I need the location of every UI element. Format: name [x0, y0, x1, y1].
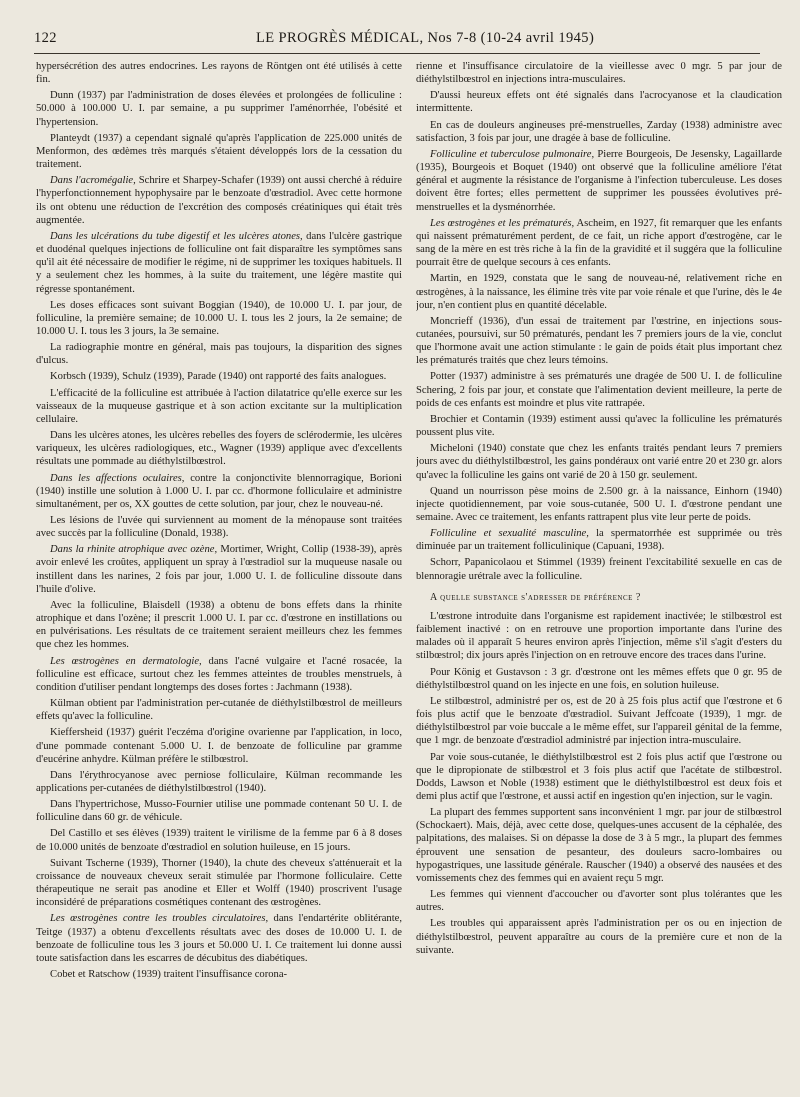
paragraph-text: Brochier et Contamin (1939) estiment aussi qu'avec la folliculine les prématurés poussent plus vite. — [416, 413, 782, 439]
paragraph-text: Suivant Tscherne (1939), Thorner (1940), la chute des cheveux s'atténuerait et la croissance de nouveaux cheveux serait stimulée par l'hormone folliculaire. Cette thérapeutique ne serait pas anodine et Eller et Wolff (1940) proscrivent l'usage inconsidéré de préparations cosmétiques contenant des œstrogènes. — [36, 857, 402, 909]
paragraph — [36, 370, 402, 383]
paragraph-text: dans l'endartérite oblitérante, Teitge (1937) a obtenu d'excellents résultats avec des doses de 10.000 U. I. de benzoate de folliculine tous les 3 jours et 50.000 U. I. Ce traitement lui donne aussi toute satisfaction dans les escarres de décubitus des diabétiques. — [36, 913, 402, 964]
paragraph-text: Par voie sous-cutanée, le diéthylstilbœstrol est 2 fois plus actif que l'œstrone ou que le dipropionate de stilbœstrol et 3 fois plus actif que l'acétate de stilbœstrol. Dodds, Lawson et Noble (1938) estiment que le diéthylstilbœstrol est deux fois et demi plus actif que l'œstrone, et aussi actif en ingestion qu'en injection, sur le vagin. — [416, 751, 782, 802]
paragraph — [36, 798, 402, 824]
paragraph — [36, 387, 402, 426]
paragraph — [36, 912, 402, 965]
paragraph-lead: Les œstrogènes contre les troubles circulatoires, — [50, 913, 269, 925]
paragraph — [416, 370, 782, 409]
paragraph-text: Les lésions de l'uvée qui surviennent au moment de la ménopause sont traitées avec succès par la folliculine (Donald, 1938). — [36, 515, 402, 540]
paragraph — [416, 413, 782, 439]
paragraph-text: Külman obtient par l'administration per-cutanée de diéthylstilbœstrol de meilleurs effets qu'avec la folliculine. — [36, 698, 402, 723]
paragraph — [36, 726, 402, 765]
paragraph — [416, 119, 782, 145]
header-rule — [34, 53, 760, 54]
page-number: 122 — [34, 30, 57, 46]
paragraph — [36, 655, 402, 694]
paragraph-text: Schrire et Sharpey-Schafer (1939) ont aussi cherché à réduire l'hyperfonctionnement hypophysaire par le benzoate d'œstradiol. Avec cette hormone ils ont obtenu une réduction de l'excrétion des composés créatiniques qui était très augmentée. — [36, 175, 402, 226]
paragraph-text: Korbsch (1939), Schulz (1939), Parade (1940) ont rapporté des faits analogues. — [50, 371, 387, 383]
paragraph-text: L'efficacité de la folliculine est attribuée à l'action dilatatrice qu'elle exerce sur les vaisseaux de la muqueuse gastrique et à son action excitante sur la multiplication cellulaire. — [36, 387, 402, 425]
paragraph-text: L'œstrone introduite dans l'organisme est rapidement inactivée; le stilbœstrol est faiblement inactivé : on en retrouve une proportion importante dans l'urine des malades où il apparaît 5 heures environ après l'injection, même s'il s'agit d'esters du stilbœstrol; dix jours après l'injection on en retrouve encore des traces dans l'urine. — [416, 610, 782, 662]
paragraph — [36, 429, 402, 468]
paragraph-text: contre la conjonctivite blennorragique, Borioni (1940) instille une solution à 1.000 U. I. par cc. d'hormone folliculaire et administre simultanément, per os, XX gouttes de cette solution, par jour, chez le nouveau-né. — [36, 472, 402, 510]
paragraph — [36, 341, 402, 367]
paragraph-lead: Les œstrogènes et les prématurés, — [430, 217, 575, 229]
paragraph — [416, 695, 782, 748]
paragraph — [36, 472, 402, 511]
paragraph-text: la spermatorrhée est supprimée ou très diminuée par un traitement folliculinique (Capuani, 1938). — [416, 528, 782, 553]
paragraph-text: La radiographie montre en général, mais pas toujours, la disparition des signes d'ulcus. — [36, 342, 402, 367]
paragraph-text: Moncrieff (1936), d'un essai de traitement par l'œstrine, en injections sous-cutanées, poursuivi, sur 50 prématurés, pendant les 7 premiers jours de la vie, conclut que l'hormone avait une action stimulante : le gain de poids était plus important chez les prématurés traités que chez leurs témoins. — [416, 315, 782, 367]
paragraph — [36, 174, 402, 227]
paragraph-text: Kieffersheid (1937) guérit l'eczéma d'origine ovarienne par l'application, in loco, d'une pommade contenant 5.000 U. I. de benzoate de folliculine par gramme d'eucérine anhydre. Külman préfère le stilbœstrol. — [36, 727, 402, 765]
paragraph-text: Dans l'hypertrichose, Musso-Fournier utilise une pommade contenant 50 U. I. de folliculine dans 60 gr. de véhicule. — [36, 799, 402, 824]
paragraph-text: Mortimer, Wright, Collip (1938-39), après avoir enlevé les croûtes, appliquent un spray à l'œstradiol sur la muqueuse nasale ou instillent dans les narines, 2 fois par jour, 1.000 U. I. de folliculine dissoute dans l'huile d'olive. — [36, 544, 402, 595]
paragraph — [416, 442, 782, 481]
paragraph — [416, 917, 782, 956]
paragraph-lead: Dans la rhinite atrophique avec ozène, — [50, 544, 218, 556]
paragraph — [36, 230, 402, 296]
paragraph-text: Pierre Bourgeois, De Jesensky, Lagaillarde (1935), Bourgeois et Boquet (1940) ont observé que la folliculine améliore l'état général et augmente la résistance de l'organisme à l'infection tuberculeuse. Les doses doivent être fortes; elles permettent de supprimer les poussées évolutives pré-menstruelles et la dysménorrhée. — [416, 148, 782, 213]
paragraph-text: Martin, en 1929, constata que le sang de nouveau-né, relativement riche en œstrogènes, à la naissance, les élimine très vite par voie rénale et que l'urine, dès le 4e jour, n'en contient plus en quantité décelable. — [416, 273, 782, 311]
left-column — [36, 60, 402, 1090]
paragraph — [416, 666, 782, 692]
paragraph-text: Ascheim, en 1927, fit remarquer que les enfants qui naissent prématurément perdent, de ce fait, un riche apport d'œstrogène, car le sang de la mère en est très riche à la fin de la gravidité et il suggéra que la folliculine pourrait être de quelque secours à ces enfants. — [416, 217, 782, 269]
paragraph — [416, 217, 782, 270]
paragraph — [416, 148, 782, 214]
paragraph — [36, 299, 402, 338]
paragraph-text: Avec la folliculine, Blaisdell (1938) a obtenu de bons effets dans la rhinite atrophique et dans l'ozène; il prescrit 1.000 U. I. par cc. d'œstrone en instillations ou en pulvérisations. Les résultats de ce traitement seraient meilleurs chez les femmes que chez les hommes. — [36, 599, 402, 651]
paragraph — [36, 514, 402, 540]
page-header — [34, 30, 760, 52]
paragraph — [36, 60, 402, 86]
paragraph — [416, 888, 782, 914]
paragraph-text: Dans l'érythrocyanose avec perniose folliculaire, Külman recommande les applications per-cutanées de diéthylstilbœstrol (1940). — [36, 769, 402, 794]
paragraph-lead: Dans l'acromégalie, — [50, 175, 136, 187]
paragraph-lead: Dans les ulcérations du tube digestif et les ulcères atones, — [50, 230, 303, 242]
paragraph-text: Planteydt (1937) a cependant signalé qu'après l'application de 225.000 unités de Menformon, des œdèmes très marqués s'étaient développés lors de la cessation du traitement. — [36, 132, 402, 171]
right-column — [416, 60, 782, 1090]
paragraph — [36, 599, 402, 652]
paragraph — [416, 751, 782, 804]
running-title: LE PROGRÈS MÉDICAL, Nos 7-8 (10-24 avril 1945) — [256, 30, 595, 46]
paragraph-text: rienne et l'insuffisance circulatoire de la vieillesse avec 0 mgr. 5 par jour de diéthylstilbœstrol en injections intra-musculaires. — [416, 61, 782, 86]
paragraph — [36, 697, 402, 723]
paragraph-text: Les doses efficaces sont suivant Boggian (1940), de 10.000 U. I. par jour, de folliculine, la première semaine; de 10.000 U. I. tous les 2 jours, la 2e semaine; de 10.000 U. I. tous les 3 jours, la 3e semaine. — [36, 299, 402, 337]
paragraph-text: Micheloni (1940) constate que chez les enfants traités pendant leurs 7 premiers jours avec du diéthylstilbœstrol, les gains pondéraux ont varié entre 20 et 230 gr. alors qu'avec la folliculine les gains ont varié de 20 à 150 gr. seulement. — [416, 443, 782, 481]
paragraph-lead: Les œstrogènes en dermatologie, — [50, 655, 202, 667]
paragraph — [36, 543, 402, 596]
paragraph-text: Schorr, Papanicolaou et Stimmel (1939) freinent l'excitabilité sexuelle en cas de blennoragie urétrale avec la folliculine. — [416, 557, 782, 582]
paragraph-text: Dans les ulcères atones, les ulcères rebelles des foyers de sclérodermie, les ulcères variqueux, les ulcères radiologiques, etc., Wagner (1939) applique avec d'excellents résultats une pommade au diéthylstilbœstrol. — [36, 430, 402, 468]
paragraph-text: Les femmes qui viennent d'accoucher ou d'avorter sont plus tolérantes que les autres. — [416, 889, 782, 914]
paragraph-text: Pour König et Gustavson : 3 gr. d'œstrone ont les mêmes effets que 0 gr. 95 de diéthylstilbœstrol quand on les injecte en une fois, en solution huileuse. — [416, 666, 782, 691]
paragraph-lead: Folliculine et tuberculose pulmonaire, — [430, 148, 595, 160]
paragraph — [416, 315, 782, 368]
paragraph — [36, 827, 402, 853]
paragraph-text: Cobet et Ratschow (1939) traitent l'insuffisance corona- — [50, 969, 288, 980]
paragraph-text: hypersécrétion des autres endocrines. Les rayons de Röntgen ont été utilisés à cette fin. — [36, 61, 402, 86]
paragraph — [416, 610, 782, 663]
paragraph — [36, 769, 402, 795]
paragraph — [36, 968, 402, 981]
paragraph-text: Del Castillo et ses élèves (1939) traitent le virilisme de la femme par 6 à 8 doses de 10.000 unités de benzoate d'œstradiol en solution huileuse, en 15 jours. — [36, 828, 402, 853]
paragraph-text: Le stilbœstrol, administré per os, est de 20 à 25 fois plus actif que l'œstrone et 6 fois plus actif que le benzoate d'œstradiol. Suivant Jeffcoate (1939), 1 mgr. de diéthylstilbœstrol par voie buccale a le même effet, sur l'appareil génital de la femme, que 1 mgr. de benzoate d'œstradiol administré par injection intra-musculaire. — [416, 695, 782, 747]
paragraph — [416, 60, 782, 86]
paragraph-text: Les troubles qui apparaissent après l'administration per os ou en injection de diéthylstilbœstrol, peuvent apparaître au cours de la première cure et non de la suivante. — [416, 918, 782, 956]
section-heading: A quelle substance s'adresser de préférence ? — [430, 591, 641, 603]
paragraph-text: D'aussi heureux effets ont été signalés dans l'acrocyanose et la claudication intermittente. — [416, 90, 782, 115]
paragraph-text: Quand un nourrisson pèse moins de 2.500 gr. à la naissance, Einhorn (1940) injecte quotidiennement, par voie sous-cutanée, 500 U. I. d'œstrone pendant une semaine. Avec ce traitement, les enfants rattrapent plus vite leur perte de poids. — [416, 485, 782, 523]
paragraph-text: La plupart des femmes supportent sans inconvénient 1 mgr. par jour de stilbœstrol (Schockaert). Mais, déjà, avec cette dose, quelques-unes accusent de la céphalée, des palpitations, des malaises. Si on dépasse la dose de 3 à 5 mgr., la plupart des femmes éprouvent une sensation de pesanteur, des douleurs sacro-lombaires ou hypogastriques, une lassitude générale. Rauscher (1940) a observé des nausées et des vomissements chez des femmes qui en avaient reçu 5 mgr. — [416, 807, 782, 884]
paragraph-text: En cas de douleurs angineuses pré-menstruelles, Zarday (1938) administre avec satisfaction, 3 fois par jour, une dragée à base de folliculine. — [416, 119, 782, 144]
paragraph — [416, 527, 782, 553]
paragraph — [36, 89, 402, 128]
paragraph — [416, 89, 782, 115]
paragraph — [416, 485, 782, 524]
paragraph-text: Potter (1937) administre à ses prématurés une dragée de 500 U. I. de folliculine Schering, 2 fois par jour, et constate que l'alimentation devient meilleure, la perte de poids de ces enfants est moindre et plus vite rattrapée. — [416, 371, 782, 409]
paragraph — [36, 132, 402, 171]
paragraph-lead: Dans les affections oculaires, — [50, 472, 185, 484]
paragraph-text: Dunn (1937) par l'administration de doses élevées et prolongées de folliculine : 50.000 à 100.000 U. I. par semaine, a pu supprimer l'aménorrhée, l'obésité et l'hypertension. — [36, 90, 402, 128]
paragraph — [36, 857, 402, 910]
paragraph-lead: Folliculine et sexualité masculine, — [430, 528, 589, 540]
paragraph — [416, 806, 782, 885]
paragraph-text: dans l'ulcère gastrique et duodénal quelques injections de folliculine ont fait disparaître les symptômes sans qu'il ait été nécessaire de modifier le régime, ni de supprimer les toxiques habituels. Il y a seulement chez les hommes, à la suite du traitement, une légère mastite qui régresse spontanément. — [36, 230, 402, 295]
paragraph — [416, 556, 782, 582]
paragraph-text: dans l'acné vulgaire et l'acné rosacée, la folliculine est efficace, surtout chez les femmes atteintes de troubles menstruels, à condition d'utiliser pendant longtemps des doses fortes : Jachmann (1938). — [36, 655, 402, 693]
paragraph — [416, 272, 782, 311]
